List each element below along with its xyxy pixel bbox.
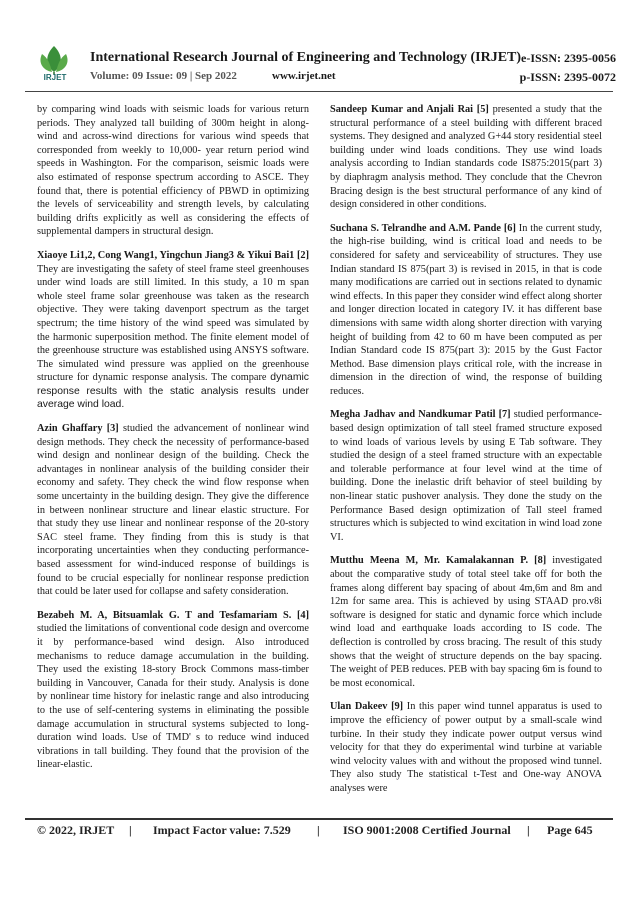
paragraph-text: studied the advancement of nonlinear wind design methods. They check the necessity of performance-based wind design and nonlinear design of the building. Check the advantages in nonlinear analysis of the building consider their economy and safety. They check the wind flow response when some uncertainty in the building design. They give the difference in between nonlinear structure and linear elastic structure. For that study they use linear and nonlinear response of the 20-story SAC steel frame. They finding from this is study is that incorporating uncertainties when they conducting performance- based assessment for wind-induced response of buildings is found to be crucial especially for nonlinear response prediction that could be later used for collapse and safety consideration. [37,423,309,598]
reference-authors: Mutthu Meena M, Mr. Kamalakannan P. [8] [330,555,547,567]
reference-authors: Ulan Dakeev [9] [330,701,404,713]
journal-title: International Research Journal of Engineering and Technology (IRJET) [90,50,522,65]
footer-separator: | [527,823,530,837]
reference-authors: Bezabeh M. A, Bitsuamlak G. T and Tesfamariam S. [4] [37,609,309,621]
paragraph-text: presented a study that the structural performance of a steel building with different braced systems. They designed and analyzed G+44 story residential steel building under wind loads conditions. They use wind loads analysis according to Indian standards code IS875:2015(part 3) by diaphragm analysis method. They conclude that the Chevron Bracing design is the best structural performance of any kind of design considered in other conditions. [330,104,602,211]
paragraph-ref-8 [330,554,602,690]
paragraph-ref-2 [37,249,309,412]
impact-factor: Impact Factor value: 7.529 [153,823,291,837]
paragraph-ref-9 [330,700,602,795]
page-number: Page 645 [547,823,593,837]
paragraph-ref-3 [37,422,309,599]
paragraph-text: They are investigating the safety of steel frame steel greenhouses under wind loads are still limited. In this study, a 10 m span whole steel frame solar greenhouse was taken as the research objective. They were taking davenport spectrum as the target spectrum; the time history of the wind speed was simulated by the harmonic superposition method. The finite element model of the greenhouse structure was established using ANSYS software. The simulated wind pressure was applied on the greenhouse structure for dynamic response analysis. The compare [37,263,309,384]
right-column [330,103,602,806]
left-column [37,103,309,782]
paragraph-text: studied performance- based design optimization of tall steel framed structure exposed to wind loads of various levels by using E Tab software. They studied the design of a steel framed structure with an expectable and tolerable performance at four level wind at the time of building. Done the inelastic drift behavior of steel building by non-linear static pushover analysis. They done the study on the Performance Based design optimization of Tall steel framed structures which is subjected to wind excitation in wind load zone VI. [330,409,602,543]
header-divider [25,91,613,92]
footer-divider [25,818,613,820]
paragraph-ref-6 [330,222,602,399]
copyright: © 2022, IRJET [37,823,115,837]
paragraph-tail-text: dynamic response results with the static analysis results under average wind load. [37,372,309,411]
reference-authors: Azin Ghaffary [3] [37,423,119,435]
reference-authors: Megha Jadhav and Nandkumar Patil [7] [330,409,511,421]
page-footer [37,823,603,843]
footer-separator: | [129,823,132,837]
paragraph-text: In the current study, the high-rise building, wind is critical load and needs to be considered for safety and serviceability of structures. They use Indian standard IS 875(part 3) is revised in 2015, in that is code many modifications are carried out in sections related to dynamic wind effects. In this paper they consider wind effect along shorter and longer direction located in category IV. it has different base dimensions with same width along shorter direction with varying height of building from 42 to 60 m have been computed as per Indian Standard code IS 875(part 3): 2015 by the Gust Factor Method. Base dimension plays critical role, with the increase in dimension in the direction of wind, the response of building reduces. [330,222,602,397]
volume-issue: Volume: 09 Issue: 09 | Sep 2022 [90,70,237,82]
reference-authors: Sandeep Kumar and Anjali Rai [5] [330,104,489,115]
website-link[interactable]: www.irjet.net [272,70,336,82]
page-header [0,0,638,94]
reference-authors: Suchana S. Telrandhe and A.M. Pande [6] [330,222,516,234]
reference-authors: Xiaoye Li1,2, Cong Wang1, Yingchun Jiang3 & Yikui Bai1 [2] [37,249,309,261]
footer-separator: | [317,823,320,837]
p-issn: p-ISSN: 2395-0072 [519,70,616,84]
paragraph-intro [37,103,309,239]
iso-certification: ISO 9001:2008 Certified Journal [343,823,511,837]
paragraph-ref-7 [330,408,602,544]
paragraph-text: In this paper wind tunnel apparatus is used to improve the efficiency of power output by a small-scale wind turbine. In their study they indicate power output versus wind velocity for that they do experimental wind turbine at variable wind velocity values with and without the proposed wind tunnel. They also study The statistical t-Test and One-way ANOVA analyses were [330,701,602,794]
paragraph-ref-5 [330,103,602,212]
paragraph-text: investigated about the comparative study of total steel take off for both the frames along different bay spacing of about 4m,6m and 8m and 12m for same area. This is achieved by using STAAD pro.v8i software is designed for static and dynamic force which include wind load and earthquake loads according to IS code. The deflection is controlled by cross bracing. The result of this study shows that the weight of structure depends on the bay spacing. The weight of PEB reduces. PEB with bay spacing 6m is found to be most economical. [330,555,602,689]
paragraph-text: by comparing wind loads with seismic loads for various return periods. They analyzed tall building of 300m height in along-wind and across-wind directions for various wind speeds that corresponded from weekly to 10,000- year return period wind speeds in Washington. For the comparison, seismic loads were also estimated of response spectrum according to ASCE. They found that, there is potential efficiency of PBWD in optimizing the levels of serviceability and strength levels, by calculating building drifts explicitly as well as considering the effects of supplemental dampers in structural design. [37,104,309,238]
paragraph-ref-4 [37,609,309,772]
logo-text: IRJET [43,73,67,82]
paragraph-text: studied the limitations of conventional code design and overcome it by performance-based wind design. Also introduced mechanisms to reduce damage accumulation in the building. They used the existing 18-story Brock Commons mass-timber building in Vancouver, Canada for their study. Analysis is done by nonlinear time history for inelastic range and also introducing to the use of self-centering systems in eliminating the possible damage accumulation in structural systems subjected to long-duration wind loads. Use of TMD' s to reduce wind induced vibrations in tall building. They found that the provision of the linear-elastic. [37,623,309,771]
e-issn: e-ISSN: 2395-0056 [521,51,616,65]
